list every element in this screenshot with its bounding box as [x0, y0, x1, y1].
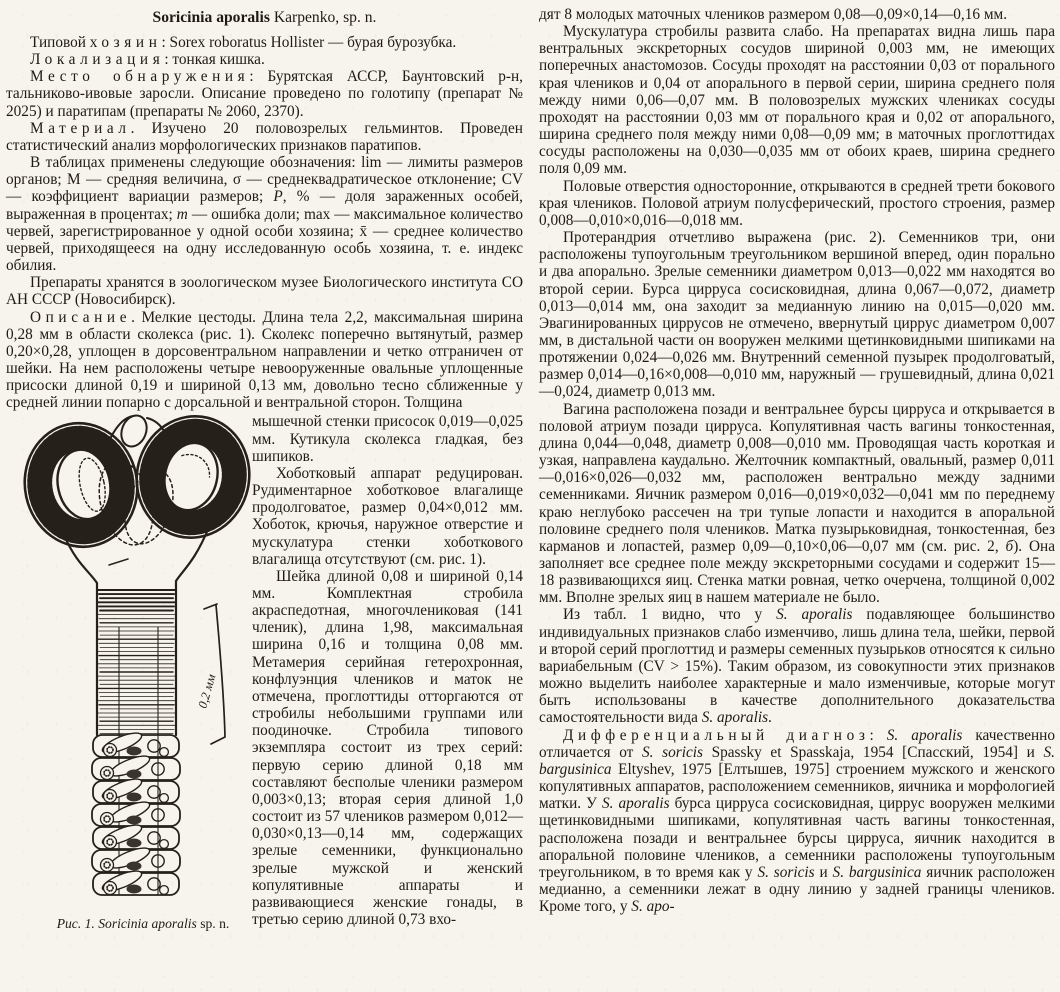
text-run: : Бурятская АССР, Баунтовский р-н, тальниково-ивовые заросли. Описание проведено по голотипу (препарат № 2025) и паратипам (препараты № 2060, 2370).: [6, 68, 523, 120]
text-run: Описание: [30, 308, 132, 326]
text-run: Мускулатура стробилы развита слабо. На препаратах видна лишь пара вентральных экскреторных сосудов шириной 0,003 мм, не имеющих поперечных анастомозов. Сосуды проходят на расстоянии 0,03 от порального края члеников и 0,04 от апорального в первой серии, ширина среднего поля между ними 0,06—0,07 мм. В половозрелых мужских члениках сосуды проходят на расстоянии 0,03 мм от порального края и 0,02 от апорального, ширина среднего поля между ними 0,08—0,09 мм; в маточных проглоттидах сосуды расположены на 0,030—0,035 мм от обоих краев, ширина среднего поля 0,09 мм.: [539, 23, 1055, 178]
text-run: Локализация: [30, 51, 165, 69]
species-name: Soricinia aporalis: [152, 9, 270, 26]
text-run: S. bargusinica: [539, 743, 1055, 778]
text-run: Шейка длиной 0,08 и шириной 0,14 мм. Комплектная стробила акраспедотная, многочлениковая (141 членик), длина 1,98, максимальная ширина 0,16 и толщина 0,08 мм. Метамерия серийная гетерохронная, конфлуэнция члеников и маток не отмечена, проглоттиды отторгаются от стробилы небольшими группами или поодиночке. Стробила типового экземпляра состоит из трех серий: первую серию длиной 0,18 мм составляют бесполые членики размером 0,003×0,13; вторая серия длиной 1,0 состоит из 57 члеников размером 0,012—0,030×0,13—0,14 мм, содержащих зрелые семенники, функционально зрелые мужской и женский копулятивные аппараты и развивающиеся женские гонады, в третью серию длиной 0,73 вхо-: [252, 567, 523, 928]
paragraph-neck-strobila: [252, 568, 523, 928]
cestode-line-drawing: [6, 413, 252, 905]
text-run: ). Она заполняет все среднее поле между экскреторными сосудами и содержит 15—18 развивающихся яиц. Стенка матки ровная, четко очерчена, толщиной 0,002 мм. Вполне зрелых яиц в нашем материале не было.: [539, 537, 1055, 607]
text-run: Материал: [30, 119, 131, 137]
text-run: дят 8 молодых маточных члеников размером 0,08—0,09×0,14—0,16 мм.: [539, 6, 1008, 23]
paragraph-locality: [6, 68, 523, 119]
text-run: мышечной стенки присосок 0,019—0,025 мм. Кутикула сколекса гладкая, без шипиков.: [252, 413, 523, 465]
text-run: и: [814, 863, 833, 881]
figure-caption-species: Soricinia aporalis: [94, 915, 197, 931]
paragraph-genital-pores: [539, 178, 1055, 229]
neck-outline: [64, 535, 97, 735]
text-run: Типовой: [30, 34, 90, 51]
paragraph-diff-diagnosis: [539, 727, 1055, 916]
text-run: S. soricis: [642, 743, 703, 761]
text-run: m: [176, 205, 188, 223]
text-run: S. apo-: [631, 898, 675, 916]
text-run: Eltyshev, 1975 [Елтышев, 1975] строением мужского и женского копулятивных аппаратов, расположением семенников, яичника и морфологией матки. У: [539, 760, 1055, 813]
text-run: P: [273, 188, 283, 206]
text-run: Дифференциальный диагноз: [563, 726, 870, 744]
paragraph-type-host: [6, 34, 523, 51]
text-run: S. aporalis: [701, 709, 769, 727]
figure-1: [6, 413, 252, 931]
text-run: Хоботковый аппарат редуцирован. Рудиментарное хоботковое влагалище продолговатое, размер 0,04×0,012 мм. Хоботок, крючья, наружное отверстие и мускулатура стенки хоботкового влагалища отсутствуют (см. рис. 1).: [252, 464, 523, 568]
text-run: :: [869, 726, 887, 744]
text-run: В таблицах применены следующие обозначения: lim — лимиты размеров органов; M — средняя величина, σ — среднеквадратическое отклонение; CV — коэффициент вариации размеров;: [6, 154, 523, 206]
figure-text-wrap: [6, 413, 523, 931]
paragraph-variability: [539, 606, 1055, 726]
paragraph-deposition: [6, 274, 523, 308]
text-run: . Изучено 20 половозрелых гельминтов. Проведен статистический анализ морфологических признаков паратипов.: [6, 119, 523, 154]
text-run: подавляющее большинство индивидуальных признаков слабо изменчиво, лишь длина тела, шейки, первой и второй серий проглоттид и размеры семенных пузырьков относятся к сильно вариабельным (CV > 15%). Таким образом, из совокупности этих признаков можно выделить наиболее характерные и мало изменчивые, которые могут быть использованы в качестве дополнительного доказательства самостоятельности вида: [539, 606, 1055, 727]
text-run: .: [768, 709, 772, 727]
text-run: Препараты хранятся в зоологическом музее Биологического института СО АН СССР (Новосибирск).: [6, 274, 523, 309]
text-run: : тонкая кишка.: [164, 51, 265, 69]
paragraph-proterandry: [539, 229, 1055, 401]
text-run: яичник расположен медианно, а семенники лежат в одну линию у задней границы члеников. Кроме того, у: [539, 863, 1055, 916]
left-column: [6, 6, 523, 932]
strobila-striations: [98, 590, 175, 734]
text-run: Spassky et Spasskaja, 1954 [Спасский, 1954] и: [702, 743, 1044, 761]
text-run: S. aporalis: [776, 606, 853, 624]
text-run: Место обнаружения: [30, 68, 250, 86]
text-run: качественно отличается от: [539, 726, 1056, 761]
figure-caption-suffix: sp. n.: [196, 915, 230, 931]
text-run: Вагина расположена позади и вентральнее бурсы цирруса и открывается в половой атриум позади цирруса. Копулятивная часть вагины тонкостенная, длина 0,044—0,048, диаметр 0,008—0,010 мм. Проводящая часть короткая и узкая, направлена каудально. Желточник компактный, овальный, размер 0,011—0,016×0,026—0,032 мм, расположен вентрально между задними семенниками. Яичник размером 0,016—0,019×0,032—0,041 мм по переднему краю неглубоко рассечен на три тупые лопасти и находится в апоральной половине среднего поля члеников. Матка пузырьковидная, тонкостенная, без карманов и лопастей, размер 0,09—0,10×0,06—0,07 мм (см. рис. 2,: [539, 400, 1055, 555]
paragraph-description: [6, 309, 523, 412]
text-run: Протерандрия отчетливо выражена (рис. 2). Семенников три, они расположены тупоугольным треугольником вершиной вперед, один порально и два апорально. Зрелые семенники диаметром 0,013—0,022 мм находятся во второй серии. Бурса цирруса сосисковидная, длина 0,067—0,072, диаметр 0,013—0,014 мм, она заходит за медианную линию на 0,015—0,020 мм. Эвагинированных циррусов не отмечено, ввернутый циррус диаметром 0,007 мм, в дистальной части он вооружен мелкими щетинковидными шипиками на протяжении 0,024—0,026 мм. Внутренний семенной пузырек продолговатый, размер 0,014—0,16×0,008—0,010 мм, наружный — грушевидный, длина 0,021—0,024, диаметр 0,013 мм.: [539, 229, 1055, 401]
species-title: [6, 9, 523, 27]
text-run: Половые отверстия односторонние, открываются в средней трети бокового края члеников. Половой атриум полусферический, простого строения, размер 0,008—0,010×0,016—0,018 мм.: [539, 177, 1055, 229]
paragraph-localization: [6, 51, 523, 68]
species-authority: Karpenko, sp. n.: [269, 9, 377, 26]
paragraph-rostellum: [252, 465, 523, 568]
text-run: . Мелкие цестоды. Длина тела 2,2, максимальная ширина 0,28 мм в области сколекса (рис. 1). Сколекс поперечно вытянутый, размер 0,20×0,28, уплощен в дорсовентральном направлении и четко отграничен от шейки. На нем расположены четыре невооруженные овальные уплощенные присоски длиной 0,19 и шириной 0,13 мм, довольно тесно сближенные у средней линии попарно с дорсальной и вентральной сторон. Толщина: [6, 308, 523, 412]
paragraph-uterine-cont: [539, 6, 1055, 23]
text-run: хозяин: [89, 34, 162, 51]
two-column-layout: [6, 6, 1055, 932]
text-run: S. bargusinica: [832, 863, 922, 881]
text-run: б: [1005, 537, 1014, 555]
proglottids: [92, 730, 180, 896]
text-run: Из табл. 1 видно, что у: [563, 606, 777, 624]
text-run: — ошибка доли; max — максимальное количество червей, зарегистрированное у одной особи хозяина; x̄ — среднее количество червей, приходящееся на одну исследованную особь хозяина, т. е. индекс обилия.: [6, 205, 523, 275]
text-run: S. soricis: [757, 863, 815, 881]
figure-caption: [6, 915, 252, 932]
paragraph-musculature: [539, 23, 1055, 177]
paragraph-material: [6, 120, 523, 154]
paragraph-notation: [6, 154, 523, 274]
right-column: [539, 6, 1055, 932]
text-run: S. aporalis: [886, 726, 963, 744]
figure-caption-label: Рис. 1.: [56, 915, 95, 931]
narrow-text-column: [252, 413, 523, 931]
text-run: , % — доля зараженных особей, выраженная в процентах;: [6, 188, 523, 223]
paragraph-suckers-cont: [252, 413, 523, 464]
text-run: : Sorex roboratus Hollister — бурая бурозубка.: [161, 34, 457, 51]
text-run: бурса цирруса сосисковидная, циррус вооружен мелкими щетинковидными шипиками, копулятивная часть вагины тонкостенная, расположена позади и вентральнее бурсы цирруса, яичник находится в апоральной половине члеников, а семенники расположены тупоугольным треугольником, в то время как у: [539, 795, 1055, 881]
text-run: S. aporalis: [602, 795, 670, 813]
scale-bar-label: 0,2 мм: [195, 673, 219, 711]
paragraph-vagina-uterus: [539, 401, 1055, 607]
